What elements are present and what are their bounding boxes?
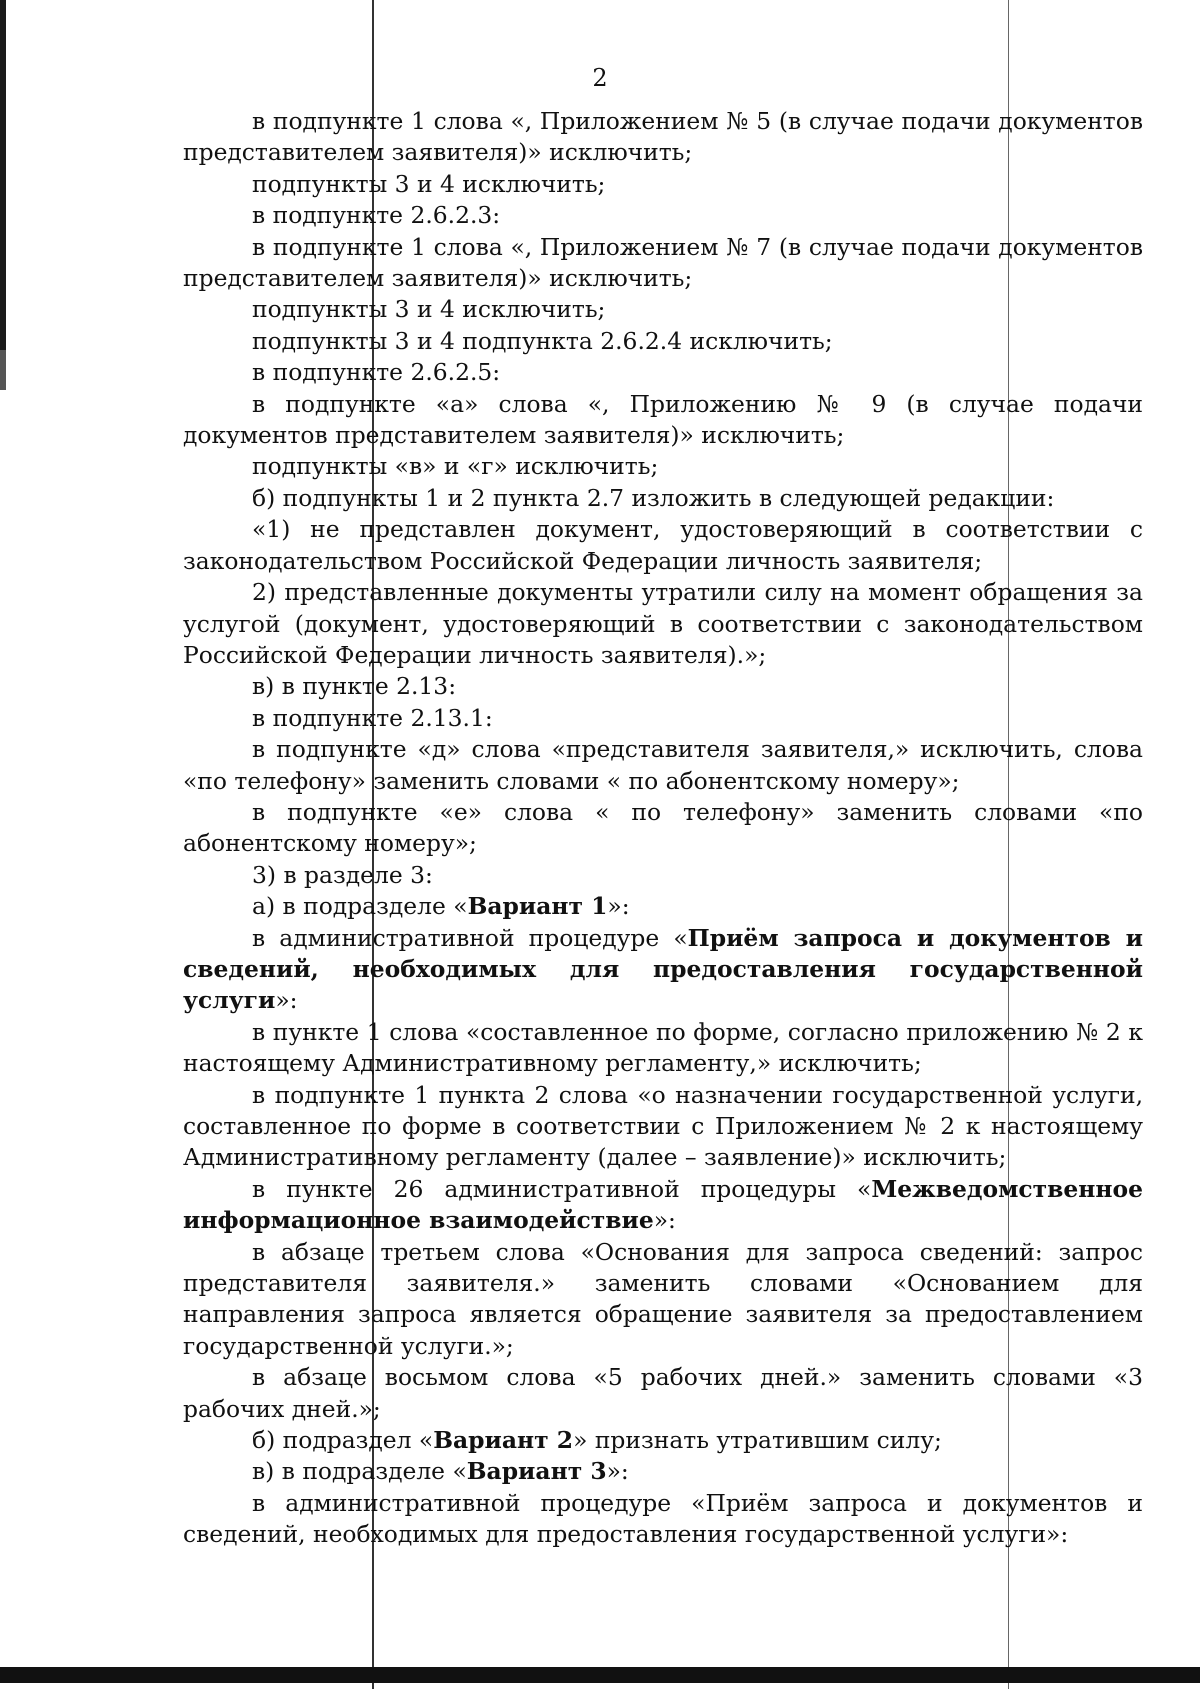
- paragraph-text: а) в подразделе «: [252, 892, 468, 921]
- scan-edge-mark: [0, 0, 6, 350]
- paragraph-text: в подпункте 2.6.2.5:: [252, 358, 501, 387]
- paragraph: [183, 703, 1143, 734]
- paragraph: [183, 169, 1143, 200]
- bold-text: Вариант 3: [466, 1457, 607, 1486]
- paragraph: [183, 891, 1143, 922]
- paragraph-text: в административной процедуре «: [252, 923, 688, 952]
- paragraph: [183, 923, 1143, 1017]
- paragraph-text: подпункты 3 и 4 исключить;: [252, 169, 606, 198]
- paragraph: [183, 1456, 1143, 1487]
- paragraph-text: 3) в разделе 3:: [252, 860, 433, 889]
- paragraph-text: подпункты 3 и 4 исключить;: [252, 295, 606, 324]
- bold-text: Вариант 1: [467, 892, 608, 921]
- paragraph-text: в пункте 1 слова «составленное по форме, согласно приложению № 2 к настоящему Административному регламенту,» исключить;: [183, 1017, 1143, 1078]
- paragraph: [183, 483, 1143, 514]
- paragraph-text: б) подраздел «: [252, 1426, 434, 1455]
- paragraph: [183, 389, 1143, 452]
- paragraph: [183, 1080, 1143, 1174]
- paragraph-text: »:: [653, 1206, 676, 1235]
- page-number: 2: [592, 64, 608, 92]
- paragraph: [183, 451, 1143, 482]
- paragraph: [183, 1017, 1143, 1080]
- paragraph-text: «1) не представлен документ, удостоверяющий в соответствии с законодательством Российской Федерации личность заявителя;: [183, 515, 1143, 575]
- paragraph-text: 2) представленные документы утратили силу на момент обращения за услугой (документ, удостоверяющий в соответствии с законодательством Российской Федерации личность заявителя).»;: [183, 578, 1143, 669]
- paragraph-text: в подпункте 2.6.2.3:: [252, 201, 501, 230]
- paragraph-text: б) подпункты 1 и 2 пункта 2.7 изложить в следующей редакции:: [252, 483, 1055, 512]
- paragraph: [183, 1174, 1143, 1237]
- scan-edge-mark: [0, 350, 6, 390]
- paragraph-text: в подпункте 2.13.1:: [252, 703, 493, 732]
- paragraph: [183, 106, 1143, 169]
- scan-bottom-bar: [0, 1667, 1200, 1683]
- paragraph: [183, 1237, 1143, 1363]
- document-body: [183, 106, 1143, 1551]
- paragraph: [183, 1362, 1143, 1425]
- paragraph-text: в подпункте 1 слова «, Приложением № 5 (в случае подачи документов представителем заявителя)» исключить;: [183, 107, 1143, 167]
- paragraph: [183, 326, 1143, 357]
- paragraph-text: в абзаце третьем слова «Основания для запроса сведений: запрос представителя заявителя.» заменить словами «Основанием для направления запроса является обращение заявителя за предоставлением государственной услуги.»;: [183, 1237, 1143, 1360]
- paragraph: [183, 294, 1143, 325]
- bold-text: Вариант 2: [433, 1426, 574, 1455]
- paragraph: [183, 514, 1143, 577]
- paragraph: [183, 860, 1143, 891]
- paragraph-text: в пункте 26 административной процедуры «: [252, 1174, 872, 1203]
- paragraph-text: »:: [607, 892, 630, 921]
- paragraph-text: »:: [606, 1457, 629, 1486]
- paragraph-text: подпункты «в» и «г» исключить;: [252, 452, 659, 481]
- paragraph-text: в подпункте «а» слова «, Приложению № 9 (в случае подачи документов представителем заявителя)» исключить;: [183, 389, 1143, 450]
- paragraph-text: в подпункте «е» слова « по телефону» заменить словами «по абонентскому номеру»;: [183, 797, 1143, 858]
- paragraph: [183, 1425, 1143, 1456]
- paragraph-text: в подпункте «д» слова «представителя заявителя,» исключить, слова «по телефону» заменить словами « по абонентскому номеру»;: [183, 735, 1143, 795]
- bold-text: Межведомственное информационное взаимодействие: [183, 1174, 1143, 1235]
- paragraph-text: в абзаце восьмом слова «5 рабочих дней.» заменить словами «3 рабочих дней.»;: [183, 1363, 1143, 1423]
- paragraph: [183, 200, 1143, 231]
- paragraph-text: »:: [275, 986, 298, 1015]
- paragraph-text: в подпункте 1 пункта 2 слова «о назначении государственной услуги, составленное по форме в соответствии с Приложением № 2 к настоящему Административному регламенту (далее – заявление)» исключить;: [183, 1080, 1143, 1172]
- paragraph: [183, 232, 1143, 295]
- paragraph-text: в подпункте 1 слова «, Приложением № 7 (в случае подачи документов представителем заявителя)» исключить;: [183, 232, 1143, 293]
- paragraph: [183, 1488, 1143, 1551]
- bold-text: Приём запроса и документов и сведений, необходимых для предоставления государственной услуги: [183, 923, 1143, 1015]
- paragraph: [183, 671, 1143, 702]
- paragraph: [183, 357, 1143, 388]
- paragraph: [183, 577, 1143, 671]
- paragraph-text: в административной процедуре «Приём запроса и документов и сведений, необходимых для предоставления государственной услуги»:: [183, 1488, 1143, 1549]
- paragraph: [183, 734, 1143, 797]
- paragraph-text: » признать утратившим силу;: [573, 1426, 942, 1455]
- paragraph: [183, 797, 1143, 860]
- paragraph-text: в) в пункте 2.13:: [252, 672, 457, 701]
- paragraph-text: подпункты 3 и 4 подпункта 2.6.2.4 исключить;: [252, 326, 833, 355]
- paragraph-text: в) в подразделе «: [252, 1457, 467, 1486]
